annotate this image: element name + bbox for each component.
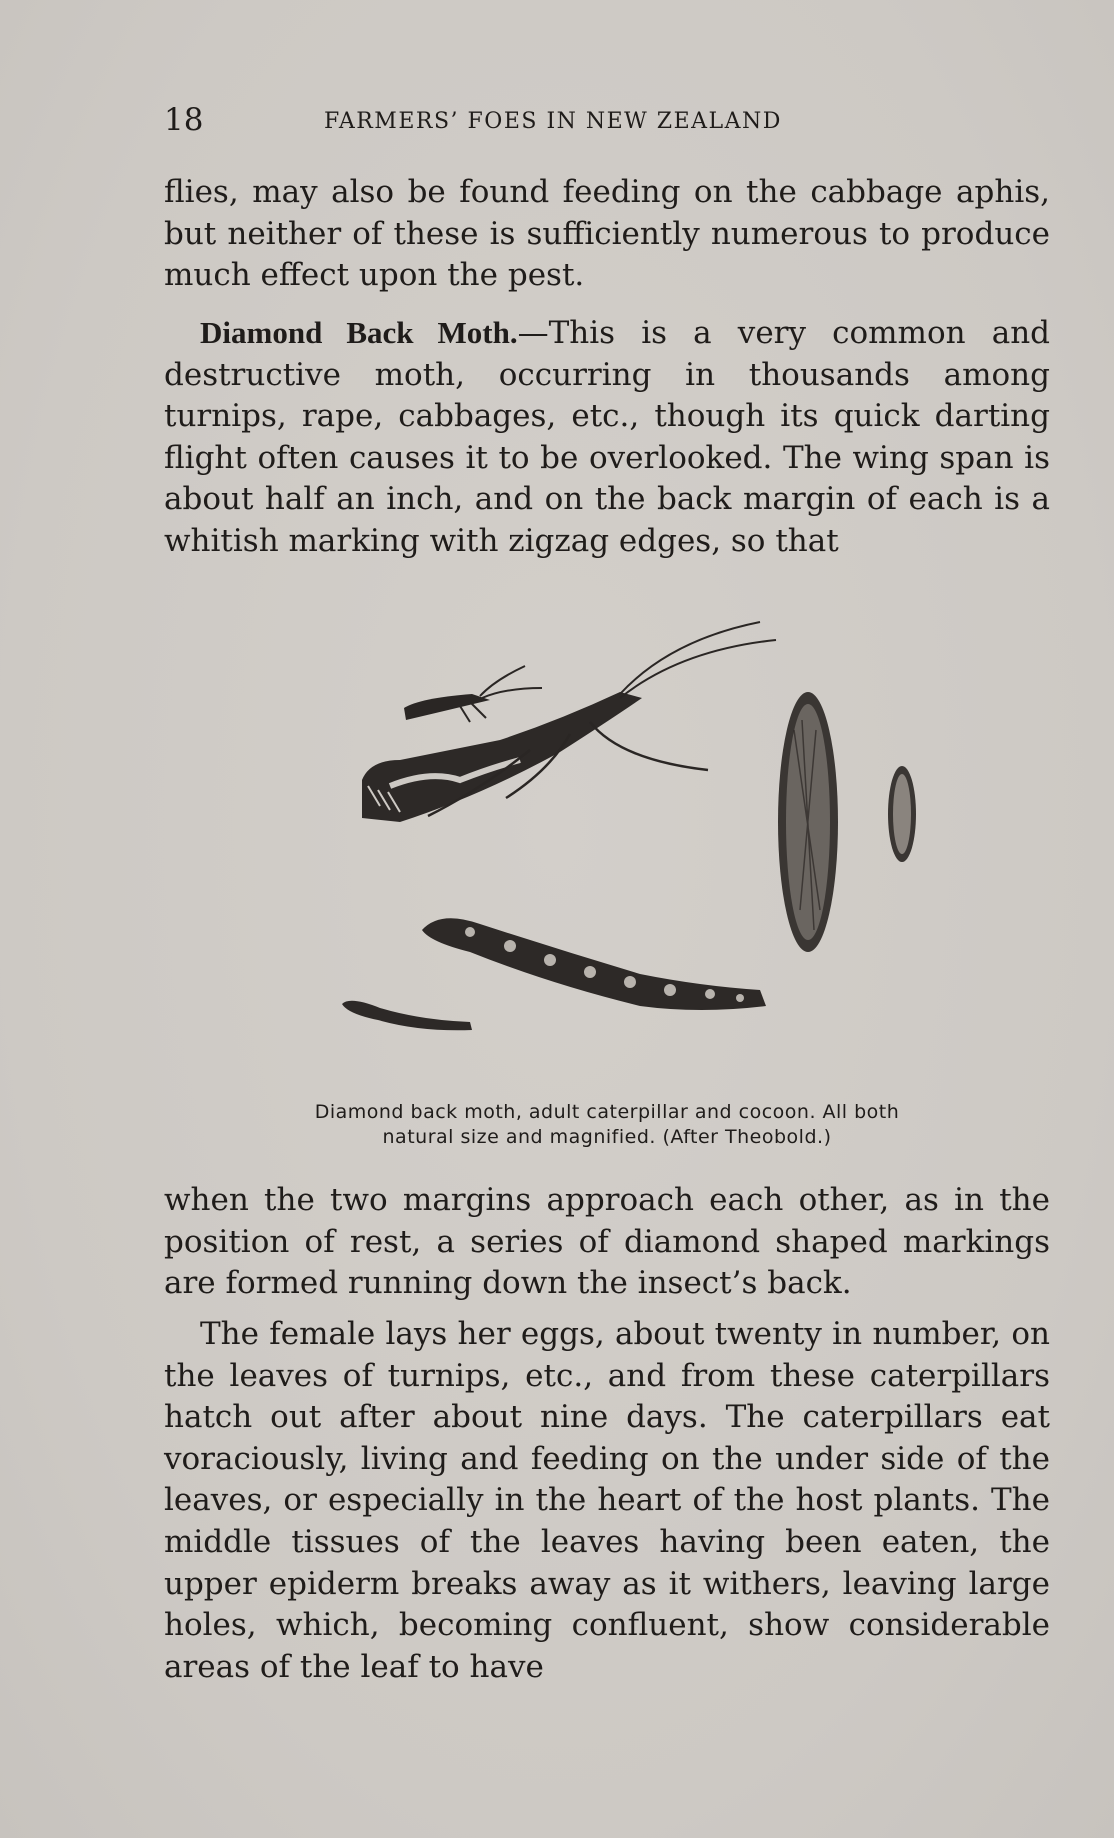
small-moth-drawing [404,666,542,722]
paragraph-text: —This is a very common and destructive moth, occurring in thousands among turnips, rape, cabbages, etc., though its quick darting flight often causes it to be overlooked. The wing span is about half an inch, and on the back margin of each is a whitish marking with zigzag edges, so that [164,315,1050,559]
paragraph-text: flies, may also be found feeding on the cabbage aphis, but neither of these is sufficiently numerous to produce much effect upon the pest. [164,174,1050,294]
large-caterpillar-drawing [422,918,766,1010]
section-heading: Diamond Back Moth. [200,315,518,350]
caption-line-2: natural size and magnified. (After Theobold.) [382,1126,832,1148]
moth-illustration [320,610,940,1050]
paragraph-diamond-back-moth [164,312,1050,563]
paragraph-diamond-markings [164,1180,1050,1305]
page-number: 18 [164,102,204,138]
paragraph-text: when the two margins approach each other, as in the position of rest, a series of diamond shaped markings are formed running down the insect’s back. [164,1182,1050,1302]
large-cocoon-drawing [778,692,838,952]
running-head: FARMERS’ FOES IN NEW ZEALAND [324,109,782,134]
figure-caption [164,1100,1050,1150]
large-moth-drawing [362,622,776,822]
small-cocoon-drawing [888,766,916,862]
paragraph-text: The female lays her eggs, about twenty in number, on the leaves of turnips, etc., and from these caterpillars hatch out after about nine days. The caterpillars eat voraciously, living and feeding on the under side of the leaves, or especially in the heart of the host plants. The middle tissues of the leaves having been eaten, the upper epiderm breaks away as it withers, leaving large holes, which, becoming confluent, show considerable areas of the leaf to have [164,1316,1050,1685]
paragraph-eggs-caterpillars [164,1314,1050,1688]
paragraph-continued [164,172,1050,297]
paragraph-body [164,312,1050,563]
caption-line-1: Diamond back moth, adult caterpillar and cocoon. All both [314,1101,900,1123]
page-header [164,100,1050,140]
small-caterpillar-drawing [342,1001,472,1030]
